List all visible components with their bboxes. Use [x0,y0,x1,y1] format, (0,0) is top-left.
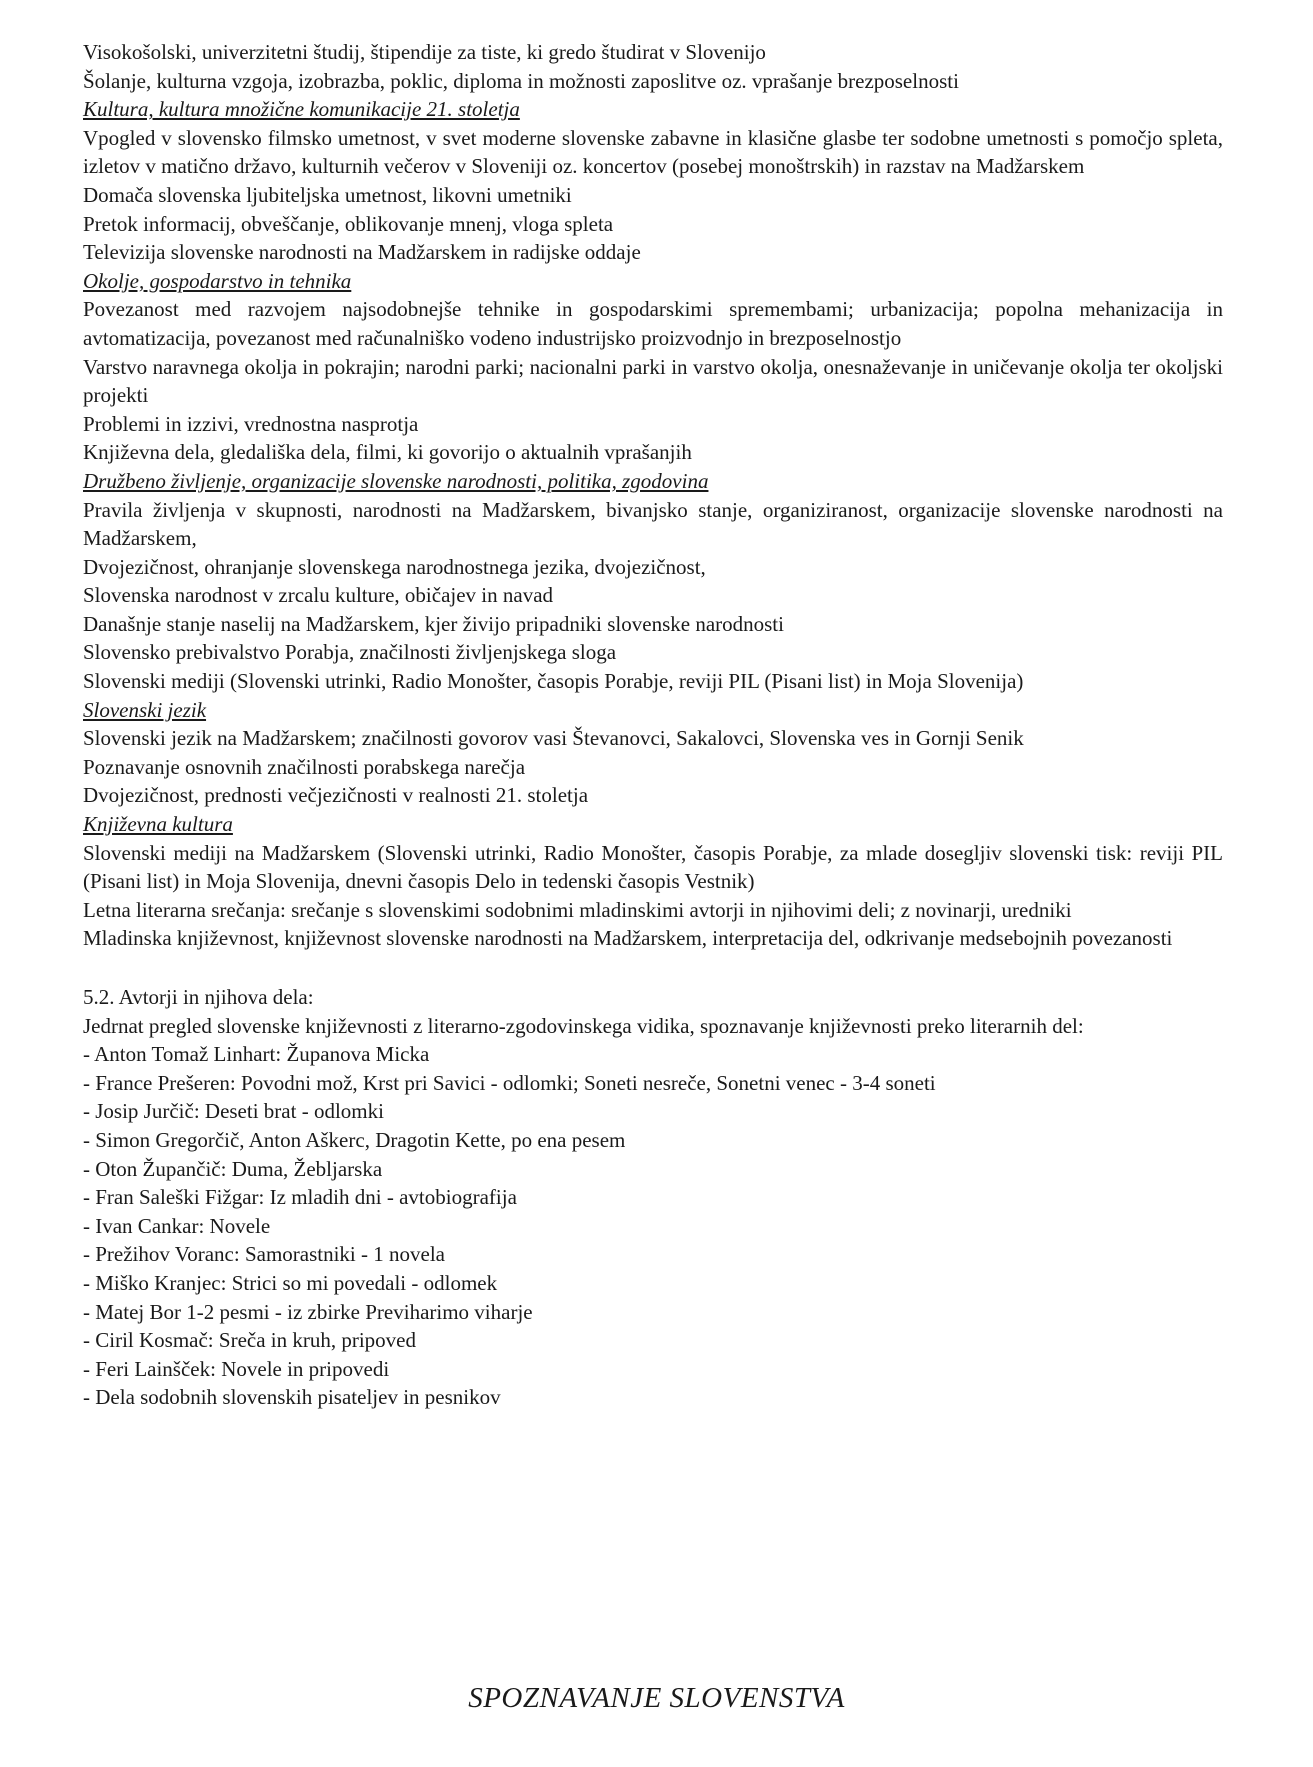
paragraph-line: - Miško Kranjec: Strici so mi povedali - odlomek [83,1270,498,1295]
section-heading: Okolje, gospodarstvo in tehnika [83,268,352,293]
paragraph-line: Slovenska narodnost v zrcalu kulture, običajev in navad [83,583,554,608]
paragraph-line: Slovenski mediji na Madžarskem (Slovenski utrinki, Radio Monošter, časopis Porabje, za mlade dosegljiv slovenski tisk: reviji PIL (Pisani list) in Moja Slovenija, dnevni časopis Delo in tedenski časopis Vestnik) [83,840,1223,894]
paragraph-line: Poznavanje osnovnih značilnosti porabskega narečja [83,754,526,779]
paragraph-line: Dvojezičnost, prednosti večjezičnosti v realnosti 21. stoletja [83,783,589,808]
paragraph-line: Dvojezičnost, ohranjanje slovenskega narodnostnega jezika, dvojezičnost, [83,554,706,579]
paragraph-line: - Matej Bor 1-2 pesmi - iz zbirke Previharimo viharje [83,1299,533,1324]
paragraph-line: - Simon Gregorčič, Anton Aškerc, Dragotin Kette, po ena pesem [83,1127,626,1152]
paragraph-line: - Dela sodobnih slovenskih pisateljev in pesnikov [83,1385,501,1410]
paragraph-line: Slovensko prebivalstvo Porabja, značilnosti življenjskega sloga [83,640,617,665]
page-footer-title: SPOZNAVANJE SLOVENSTVA [468,1682,845,1714]
document-body [83,38,1223,1412]
section-heading: Družbeno življenje, organizacije slovenske narodnosti, politika, zgodovina [83,468,709,493]
paragraph-line: - France Prešeren: Povodni mož, Krst pri Savici - odlomki; Soneti nesreče, Sonetni venec - 3-4 soneti [83,1070,936,1095]
paragraph-line: - Fran Saleški Fižgar: Iz mladih dni - avtobiografija [83,1185,517,1210]
paragraph-line: Problemi in izzivi, vrednostna nasprotja [83,411,419,436]
paragraph-line: - Anton Tomaž Linhart: Županova Micka [83,1042,430,1067]
paragraph-line: Slovenski mediji (Slovenski utrinki, Radio Monošter, časopis Porabje, reviji PIL (Pisani list) in Moja Slovenija) [83,669,1024,694]
paragraph-line: Slovenski jezik na Madžarskem; značilnosti govorov vasi Števanovci, Sakalovci, Slovenska ves in Gornji Senik [83,726,1024,751]
paragraph-line: Jedrnat pregled slovenske književnosti z literarno-zgodovinskega vidika, spoznavanje književnosti preko literarnih del: [83,1013,1084,1038]
paragraph-line: - Josip Jurčič: Deseti brat - odlomki [83,1099,384,1124]
paragraph-line: Književna dela, gledališka dela, filmi, ki govorijo o aktualnih vprašanjih [83,440,692,465]
paragraph-line: Varstvo naravnega okolja in pokrajin; narodni parki; nacionalni parki in varstvo okolja, onesnaževanje in uničevanje okolja ter okoljski projekti [83,354,1223,408]
paragraph-line: Današnje stanje naselij na Madžarskem, kjer živijo pripadniki slovenske narodnosti [83,611,784,636]
paragraph-line: Mladinska književnost, književnost slovenske narodnosti na Madžarskem, interpretacija del, odkrivanje medsebojnih povezanosti [83,926,1173,951]
section-heading: Književna kultura [83,812,233,837]
paragraph-gap [83,953,1223,983]
paragraph-line: Televizija slovenske narodnosti na Madžarskem in radijske oddaje [83,240,641,265]
paragraph-line: 5.2. Avtorji in njihova dela: [83,985,314,1009]
section-heading: Slovenski jezik [83,697,207,722]
paragraph-line: Povezanost med razvojem najsodobnejše tehnike in gospodarskimi spremembami; urbanizacija; popolna mehanizacija in avtomatizacija, povezanost med računalniško vodeno industrijsko proizvodnjo in brezposelnostjo [83,297,1223,350]
paragraph-line: Pretok informacij, obveščanje, oblikovanje mnenj, vloga spleta [83,211,614,236]
paragraph-line: - Ivan Cankar: Novele [83,1213,271,1238]
paragraph-line: Domača slovenska ljubiteljska umetnost, likovni umetniki [83,182,572,207]
paragraph-line: - Prežihov Voranc: Samorastniki - 1 novela [83,1242,445,1267]
paragraph-line: - Oton Župančič: Duma, Žebljarska [83,1156,383,1181]
paragraph-line: Šolanje, kulturna vzgoja, izobrazba, poklic, diploma in možnosti zaposlitve oz. vprašanje brezposelnosti [83,68,959,93]
paragraph-line: Visokošolski, univerzitetni študij, štipendije za tiste, ki gredo študirat v Slovenijo [83,40,766,64]
paragraph-line: - Feri Lainšček: Novele in pripovedi [83,1356,390,1381]
paragraph-line: Letna literarna srečanja: srečanje s slovenskimi sodobnimi mladinskimi avtorji in njihovimi deli; z novinarji, uredniki [83,897,1072,922]
section-heading: Kultura, kultura množične komunikacije 21. stoletja [83,97,520,122]
document-content [83,38,1223,1412]
paragraph-line: - Ciril Kosmač: Sreča in kruh, pripoved [83,1328,417,1353]
paragraph-line: Vpogled v slovensko filmsko umetnost, v svet moderne slovenske zabavne in klasične glasbe ter sodobne umetnosti s pomočjo spleta, izletov v matično državo, kulturnih večerov v Sloveniji oz. koncertov (posebej monoštrskih) in razstav na Madžarskem [83,125,1223,179]
paragraph-line: Pravila življenja v skupnosti, narodnosti na Madžarskem, bivanjsko stanje, organiziranost, organizacije slovenske narodnosti na Madžarskem, [83,497,1223,551]
